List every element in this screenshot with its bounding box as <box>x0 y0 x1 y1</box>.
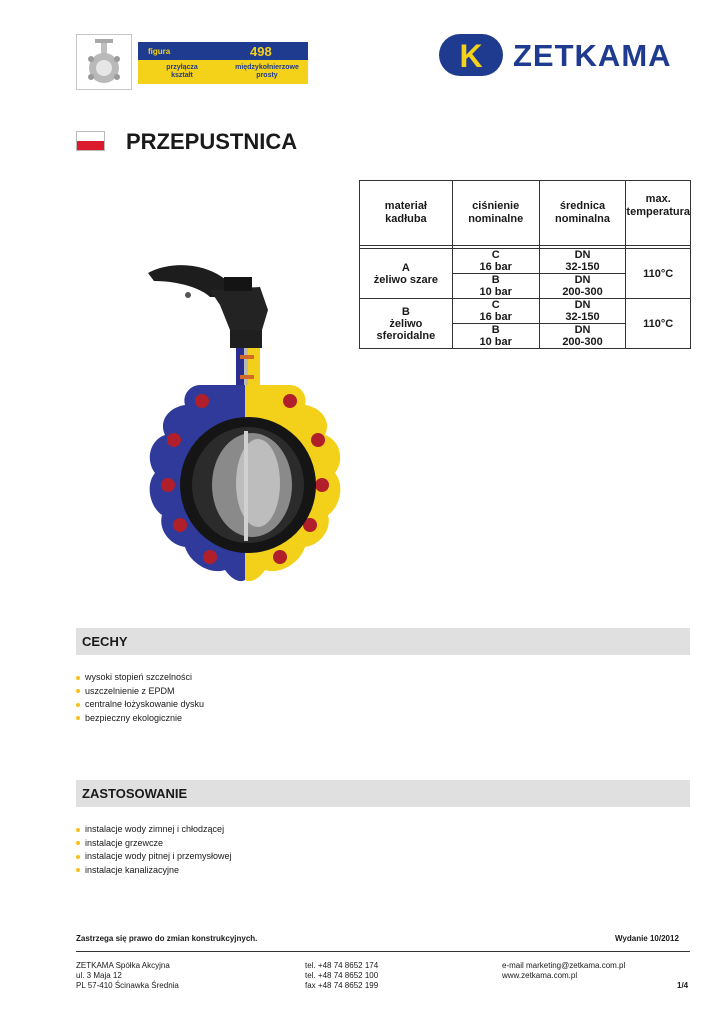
pressure-cell: C 16 bar <box>452 249 539 274</box>
list-item: centralne łożyskowanie dysku <box>76 698 204 712</box>
footer-note: Zastrzega się prawo do zmian konstrukcyjnych. <box>76 934 258 943</box>
footer-divider <box>76 951 690 952</box>
pressure-cell: B 10 bar <box>452 274 539 299</box>
connection-value: międzykołnierzowe <box>235 64 299 71</box>
valve-thumbnail-icon <box>77 35 131 89</box>
email-link[interactable]: e-mail marketing@zetkama.com.pl <box>502 961 626 970</box>
edition-label: Wydanie 10/2012 <box>615 934 679 943</box>
connection-labels <box>138 64 226 80</box>
applications-section-header <box>76 780 690 807</box>
shape-value: prosty <box>256 72 278 79</box>
bullet-icon <box>76 828 80 832</box>
list-item: uszczelnienie z EPDM <box>76 685 204 699</box>
figure-info-box <box>138 42 308 84</box>
table-row <box>360 249 691 274</box>
valve-thumbnail <box>76 34 132 90</box>
page-number: 1/4 <box>677 981 689 990</box>
diameter-cell: DN 32-150 <box>539 249 626 274</box>
butterfly-valve-image <box>140 235 350 585</box>
website-link[interactable]: www.zetkama.com.pl <box>502 971 578 980</box>
list-item: instalacje kanalizacyjne <box>76 864 232 878</box>
logo-letter: K <box>459 38 483 74</box>
list-item: bezpieczny ekologicznie <box>76 712 204 726</box>
company-address: ZETKAMA Spółka Akcyjna ul. 3 Maja 12 PL 57-410 Ścinawka Średnia <box>76 961 179 990</box>
bullet-icon <box>76 868 80 872</box>
temperature-cell: 110°C <box>626 249 691 299</box>
table-row <box>360 299 691 324</box>
bullet-icon <box>76 841 80 845</box>
material-cell: A żeliwo szare <box>360 249 453 299</box>
spec-table <box>359 180 691 349</box>
company-contact <box>502 961 625 981</box>
header-pressure: ciśnienie nominalne <box>452 181 539 246</box>
pressure-cell: C 16 bar <box>452 299 539 324</box>
connection-label: przyłącza <box>166 64 198 71</box>
diameter-cell: DN 200-300 <box>539 274 626 299</box>
page-title: PRZEPUSTNICA <box>126 129 298 154</box>
diameter-cell: DN 200-300 <box>539 324 626 349</box>
company-phones: tel. +48 74 8652 174 tel. +48 74 8652 100 fax +48 74 8652 199 <box>305 961 379 990</box>
pressure-cell: B 10 bar <box>452 324 539 349</box>
logo-text: ZETKAMA <box>513 38 672 73</box>
applications-list <box>76 823 232 877</box>
diameter-cell: DN 32-150 <box>539 299 626 324</box>
bullet-icon <box>76 855 80 859</box>
features-list <box>76 671 204 725</box>
features-section-header <box>76 628 690 655</box>
bullet-icon <box>76 676 80 680</box>
shape-label: kształt <box>171 72 193 79</box>
list-item: instalacje wody pitnej i przemysłowej <box>76 850 232 864</box>
header-diameter: średnica nominalna <box>539 181 626 246</box>
bullet-icon <box>76 703 80 707</box>
list-item: instalacje grzewcze <box>76 837 232 851</box>
poland-flag-icon <box>76 131 105 151</box>
temperature-cell: 110°C <box>626 299 691 349</box>
connection-values <box>226 64 308 80</box>
material-cell: B żeliwo sferoidalne <box>360 299 453 349</box>
header-temperature: max. temperatura <box>626 181 691 246</box>
logo-k-icon <box>439 34 503 76</box>
table-header-row <box>360 181 691 246</box>
figure-label: figura <box>148 46 171 56</box>
applications-heading: ZASTOSOWANIE <box>82 786 188 801</box>
header-material: materiał kadłuba <box>360 181 453 246</box>
bullet-icon <box>76 689 80 693</box>
features-heading: CECHY <box>82 634 128 649</box>
figure-number: 498 <box>250 43 272 59</box>
bullet-icon <box>76 716 80 720</box>
list-item: instalacje wody zimnej i chłodzącej <box>76 823 232 837</box>
list-item: wysoki stopień szczelności <box>76 671 204 685</box>
zetkama-logo <box>439 34 691 76</box>
